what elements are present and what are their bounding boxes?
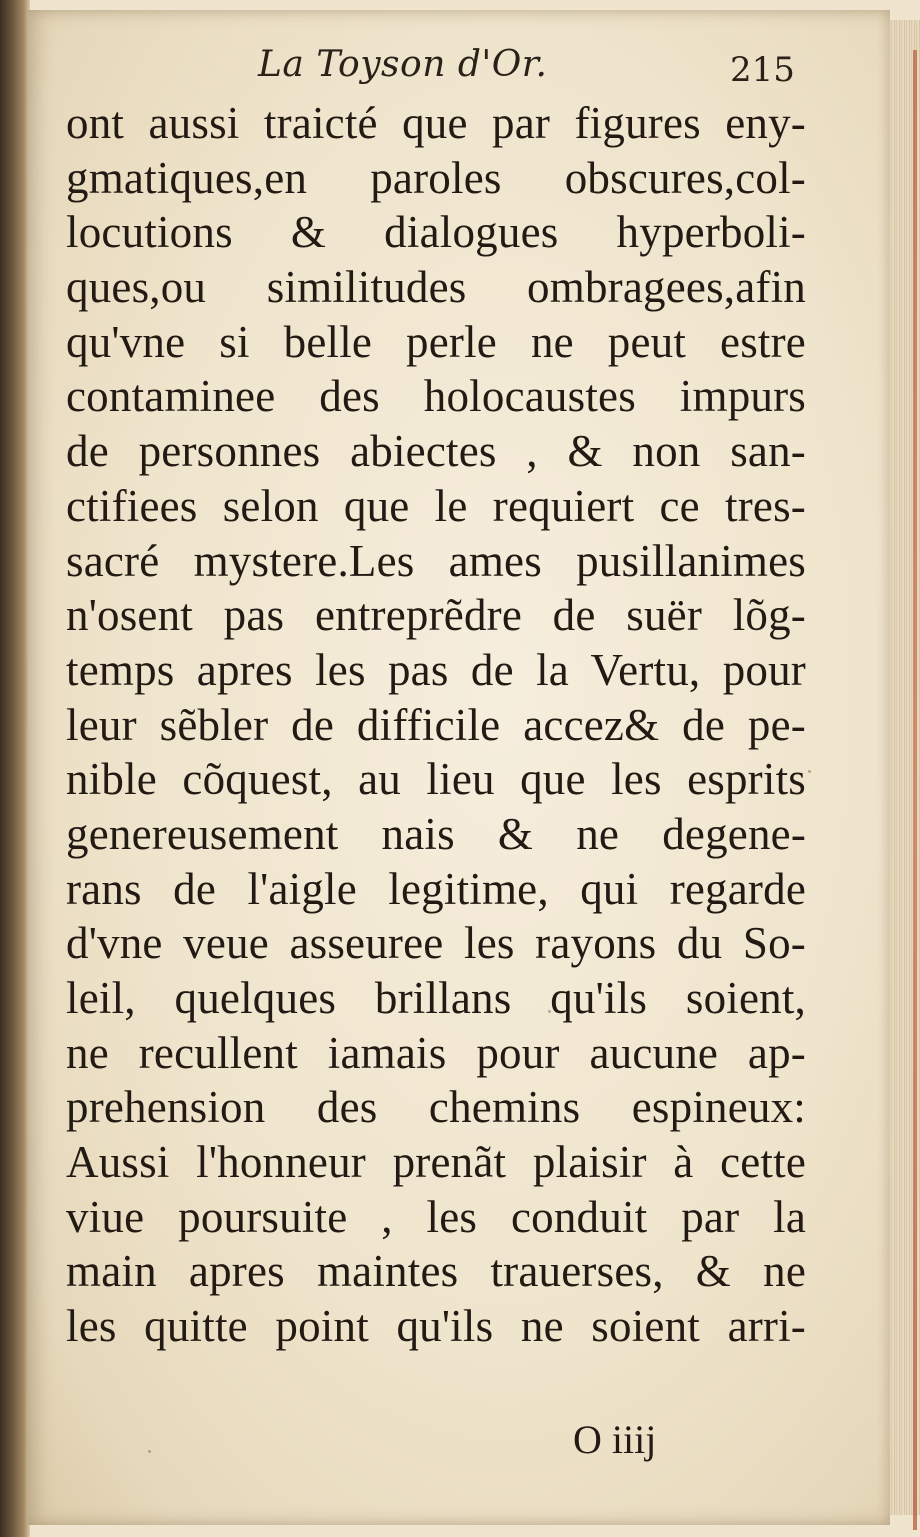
page-number: 215 bbox=[730, 50, 795, 90]
text-line: leil, quelques brillans qu'ils soient, bbox=[66, 973, 806, 1023]
paper-speck bbox=[548, 1010, 551, 1013]
text-line: prehension des chemins espineux: bbox=[66, 1082, 806, 1133]
book-gutter bbox=[0, 0, 30, 1537]
body-text bbox=[66, 96, 806, 1354]
paper-speck bbox=[808, 770, 811, 773]
text-line: locutions & dialogues hyperboli- bbox=[66, 207, 806, 258]
paper-speck bbox=[68, 450, 71, 453]
text-line: qu'vne si belle perle ne peut estre bbox=[66, 316, 806, 367]
text-line: leur sẽbler de difficile accez& de pe- bbox=[66, 699, 806, 750]
text-line: contaminee des holocaustes impurs bbox=[66, 371, 806, 422]
text-line: viue poursuite , les conduit par la bbox=[66, 1191, 806, 1242]
text-line: ne recullent iamais pour aucune ap- bbox=[66, 1027, 806, 1078]
text-line: temps apres les pas de la Vertu, pour bbox=[66, 644, 806, 695]
book-page bbox=[28, 10, 890, 1525]
text-line: ctifiees selon que le requiert ce tres- bbox=[66, 480, 806, 531]
paper-speck bbox=[148, 1450, 151, 1453]
text-line: les quitte point qu'ils ne soient arri- bbox=[66, 1301, 806, 1352]
text-line: nible cõquest, au lieu que les esprits bbox=[66, 754, 806, 805]
text-line: Aussi l'honneur prenãt plaisir à cette bbox=[66, 1137, 806, 1188]
text-line: rans de l'aigle legitime, qui regarde bbox=[66, 863, 806, 914]
text-line: n'osent pas entreprẽdre de suër lõg- bbox=[66, 590, 806, 641]
text-line: ont aussi traicté que par figures eny- bbox=[66, 98, 806, 148]
running-head-title: La Toyson d'Or. bbox=[258, 44, 548, 85]
text-line: gmatiques,en paroles obscures,col- bbox=[66, 152, 806, 203]
text-line: ques,ou similitudes ombragees,afin bbox=[66, 262, 806, 313]
text-line: d'vne veue asseuree les rayons du So- bbox=[66, 918, 806, 969]
running-head bbox=[28, 38, 890, 94]
signature-mark: O iiij bbox=[573, 1417, 657, 1462]
text-line: de personnes abiectes , & non san- bbox=[66, 426, 806, 477]
page-edge-red bbox=[913, 50, 917, 1530]
text-line: sacré mystere.Les ames pusillanimes bbox=[66, 535, 806, 586]
text-line: genereusement nais & ne degene- bbox=[66, 808, 806, 859]
text-line: main apres maintes trauerses, & ne bbox=[66, 1246, 806, 1297]
